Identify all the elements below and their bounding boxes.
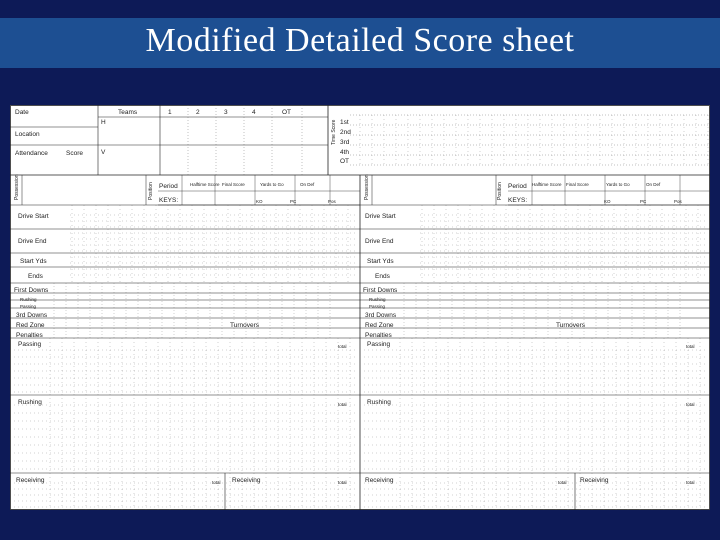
- right-col-yards: Yards to Go: [606, 182, 630, 187]
- right-possession-label: Possession: [364, 174, 370, 200]
- left-rushing: Rushing: [18, 399, 42, 406]
- score-sheet: [10, 105, 710, 510]
- date-label: Date: [15, 109, 29, 116]
- left-position-label: Position: [148, 182, 154, 200]
- right-key-ko: KO: [604, 199, 611, 204]
- period-2-label: 2nd: [340, 129, 351, 136]
- left-possession-label: Possession: [14, 174, 20, 200]
- right-passing: Passing: [367, 341, 391, 348]
- right-period-label: Period: [508, 183, 527, 190]
- right-receiving: Receiving: [365, 477, 394, 484]
- left-receiving-2-total: total: [338, 480, 347, 485]
- left-third-downs: 3rd Downs: [16, 312, 48, 319]
- left-drive-end: Drive End: [18, 238, 47, 245]
- quarter-2-label: 2: [196, 109, 200, 116]
- right-col-halftime: Halftime Score: [532, 182, 562, 187]
- location-label: Location: [15, 131, 40, 138]
- right-position-label: Position: [497, 182, 503, 200]
- left-period-label: Period: [159, 183, 178, 190]
- right-col-final: Final Score: [566, 182, 589, 187]
- left-rushing-total: total: [338, 402, 347, 407]
- left-ends: Ends: [28, 273, 43, 280]
- right-receiving-total: total: [558, 480, 567, 485]
- left-penalties: Penalties: [16, 332, 43, 339]
- slide-title: Modified Detailed Score sheet: [145, 22, 575, 59]
- left-col-yards: Yards to Go: [260, 182, 284, 187]
- right-drive-end: Drive End: [365, 238, 394, 245]
- visitor-label: V: [101, 149, 106, 156]
- left-keys-label: KEYS:: [159, 197, 179, 204]
- right-drive-start: Drive Start: [365, 213, 396, 220]
- score-label: Score: [66, 150, 83, 157]
- left-receiving-total: total: [212, 480, 221, 485]
- left-receiving: Receiving: [16, 477, 45, 484]
- right-passing-total: total: [686, 344, 695, 349]
- right-keys-label: KEYS:: [508, 197, 528, 204]
- left-key-ko: KO: [256, 199, 263, 204]
- right-turnovers: Turnovers: [556, 322, 586, 329]
- right-third-downs: 3rd Downs: [365, 312, 397, 319]
- left-red-zone: Red Zone: [16, 322, 45, 329]
- right-fd-passing: Passing: [369, 304, 386, 309]
- quarter-3-label: 3: [224, 109, 228, 116]
- left-fd-passing: Passing: [20, 304, 37, 309]
- left-receiving-2: Receiving: [232, 477, 261, 484]
- right-fd-rushing: Rushing: [369, 297, 386, 302]
- teams-label: Teams: [118, 109, 138, 116]
- right-penalties: Penalties: [365, 332, 392, 339]
- left-key-pos: Pos: [328, 199, 336, 204]
- score-sheet-grid: [10, 105, 710, 510]
- left-col-ondef: On Def: [300, 182, 315, 187]
- right-receiving-2: Receiving: [580, 477, 609, 484]
- left-start-yds: Start Yds: [20, 258, 47, 265]
- right-key-pc: PC: [640, 199, 647, 204]
- attendance-label: Attendance: [15, 150, 48, 157]
- right-receiving-2-total: total: [686, 480, 695, 485]
- left-drive-start: Drive Start: [18, 213, 49, 220]
- left-turnovers: Turnovers: [230, 322, 260, 329]
- period-4-label: 4th: [340, 149, 350, 156]
- period-ot-label: OT: [340, 158, 350, 165]
- left-col-final: Final Score: [222, 182, 245, 187]
- right-rushing-total: total: [686, 402, 695, 407]
- quarter-4-label: 4: [252, 109, 256, 116]
- left-fd-rushing: Rushing: [20, 297, 37, 302]
- right-start-yds: Start Yds: [367, 258, 394, 265]
- right-first-downs: First Downs: [363, 287, 398, 294]
- right-col-ondef: On Def: [646, 182, 661, 187]
- period-3-label: 3rd: [340, 139, 350, 146]
- quarter-1-label: 1: [168, 109, 172, 116]
- home-label: H: [101, 119, 106, 126]
- right-ends: Ends: [375, 273, 390, 280]
- right-red-zone: Red Zone: [365, 322, 394, 329]
- right-key-pos: Pos: [674, 199, 682, 204]
- left-passing: Passing: [18, 341, 42, 348]
- left-first-downs: First Downs: [14, 287, 49, 294]
- left-passing-total: total: [338, 344, 347, 349]
- period-1-label: 1st: [340, 119, 349, 126]
- time-score-label: Time Score: [331, 119, 337, 145]
- left-col-halftime: Halftime Score: [190, 182, 220, 187]
- left-key-pc: PC: [290, 199, 297, 204]
- right-rushing: Rushing: [367, 399, 391, 406]
- quarter-ot-label: OT: [282, 109, 292, 116]
